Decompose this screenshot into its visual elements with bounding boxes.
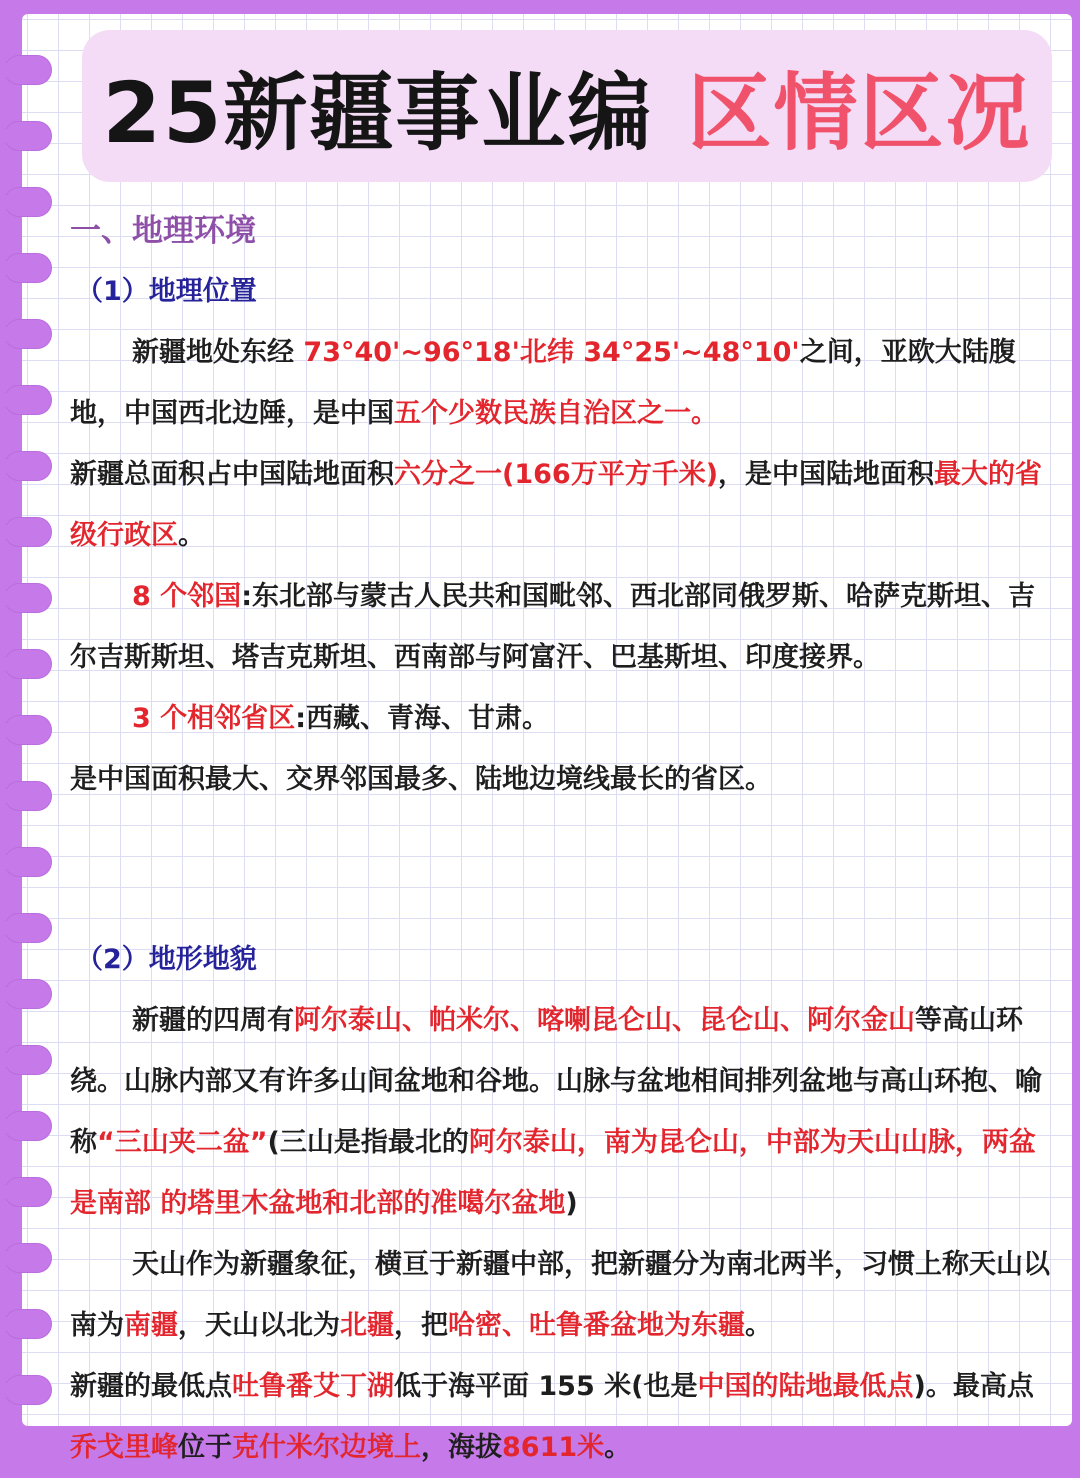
paragraph-summary — [70, 749, 1060, 810]
page-title — [103, 46, 1032, 167]
body-text: 之间，亚欧大陆腹地，中国西北边陲，是中国 — [70, 337, 1016, 429]
body-text: 。 — [604, 1432, 632, 1463]
subsection-heading-terrain: （2）地形地貌 — [76, 944, 257, 975]
body-text: :东北部与蒙古人民共和国毗邻、西北部同俄罗斯、哈萨克斯坦、吉尔吉斯斯坦、塔吉克斯坦、西南部与阿富汗、巴基斯坦、印度接界。 — [70, 581, 1035, 673]
highlight-text: 克什米尔边境上 — [232, 1432, 421, 1463]
body-text: )。最高点 — [913, 1371, 1034, 1402]
body-text: 新疆的最低点 — [70, 1371, 232, 1402]
binding-ring — [4, 1309, 52, 1339]
binding-ring — [4, 649, 52, 679]
paragraph-mountains — [70, 990, 1060, 1234]
paragraph-elevation — [70, 1356, 1060, 1478]
highlight-text: “三山夹二盆” — [97, 1127, 268, 1158]
highlight-text: 中国的陆地最低点 — [697, 1371, 914, 1402]
binding-ring — [4, 913, 52, 943]
title-main: 25新疆事业编 — [102, 63, 654, 162]
body-text: ，海拔 — [421, 1432, 502, 1463]
body-text: 新疆地处东经 — [132, 337, 304, 368]
paragraph-area — [70, 444, 1060, 566]
title-highlight: 区情区况 — [687, 63, 1032, 162]
highlight-text: 阿尔泰山、帕米尔、喀喇昆仑山、昆仑山、阿尔金山 — [294, 1005, 915, 1036]
body-text: 。 — [178, 520, 205, 551]
binding-ring — [4, 55, 52, 85]
body-text: 新疆总面积占中国陆地面积 — [70, 459, 394, 490]
highlight-text: 3 个相邻省区 — [132, 703, 296, 734]
binding-ring — [4, 847, 52, 877]
paragraph-location — [70, 322, 1060, 444]
highlight-text: 哈密、吐鲁番盆地为东疆 — [448, 1310, 745, 1341]
body-text: 位于 — [178, 1432, 232, 1463]
highlight-text: 六分之一(166万平方千米) — [394, 459, 719, 490]
body-text: ，把 — [394, 1310, 448, 1341]
paragraph-provinces — [70, 688, 1060, 749]
binding-ring — [4, 583, 52, 613]
highlight-text: 最大的省级行政区 — [70, 459, 1043, 551]
body-text: 是中国面积最大、交界邻国最多、陆地边境线最长的省区。 — [70, 764, 772, 795]
binding-ring — [4, 715, 52, 745]
section-heading-geography: 一、地理环境 — [70, 213, 256, 249]
binding-ring — [4, 319, 52, 349]
binding-ring — [4, 253, 52, 283]
subsection-heading-location: （1）地理位置 — [76, 276, 257, 307]
binding-ring — [4, 781, 52, 811]
highlight-text: 73°40'~96°18'北纬 34°25'~48°10' — [303, 337, 800, 368]
body-text: ) — [565, 1188, 578, 1219]
highlight-text: 南疆 — [124, 1310, 178, 1341]
body-text: 天山作为新疆象征，横亘于新疆中部，把新疆分为南北两半，习惯上称天山以南为 — [70, 1249, 1050, 1341]
body-text: 低于海平面 155 米(也是 — [394, 1371, 698, 1402]
binding-ring — [4, 1045, 52, 1075]
highlight-text: 乔戈里峰 — [70, 1432, 178, 1463]
body-text: (三山是指最北的 — [267, 1127, 469, 1158]
binding-ring — [4, 517, 52, 547]
highlight-text: 阿尔泰山，南为昆仑山，中部为天山山脉，两盆是南部 的塔里木盆地和北部的准噶尔盆地 — [70, 1127, 1036, 1219]
body-text: 。 — [745, 1310, 772, 1341]
binding-ring — [4, 121, 52, 151]
binding-ring — [4, 385, 52, 415]
binding-ring — [4, 451, 52, 481]
binding-ring — [4, 1111, 52, 1141]
highlight-text: 8611米 — [502, 1432, 605, 1463]
title-banner — [82, 30, 1052, 182]
binding-ring — [4, 979, 52, 1009]
binding-ring — [4, 1177, 52, 1207]
highlight-text: 北疆 — [340, 1310, 394, 1341]
body-text: 等高山环绕。山脉内部又有许多山间盆地和谷地。山脉与盆地相间排列盆地与高山环抱、喻称 — [70, 1005, 1042, 1158]
binding-ring — [4, 187, 52, 217]
body-text: :西藏、青海、甘肃。 — [295, 703, 549, 734]
binding-ring — [4, 1375, 52, 1405]
paragraph-neighbors — [70, 566, 1060, 688]
body-text: 新疆的四周有 — [132, 1005, 294, 1036]
paragraph-tianshan — [70, 1234, 1060, 1356]
article-body — [70, 200, 1060, 1478]
binding-ring — [4, 1243, 52, 1273]
highlight-text: 8 个邻国 — [132, 581, 242, 612]
body-text: ，是中国陆地面积 — [718, 459, 935, 490]
section-gap — [70, 810, 1060, 930]
body-text: ，天山以北为 — [178, 1310, 340, 1341]
highlight-text: 五个少数民族自治区之一。 — [394, 398, 718, 429]
highlight-text: 吐鲁番艾丁湖 — [232, 1371, 394, 1402]
